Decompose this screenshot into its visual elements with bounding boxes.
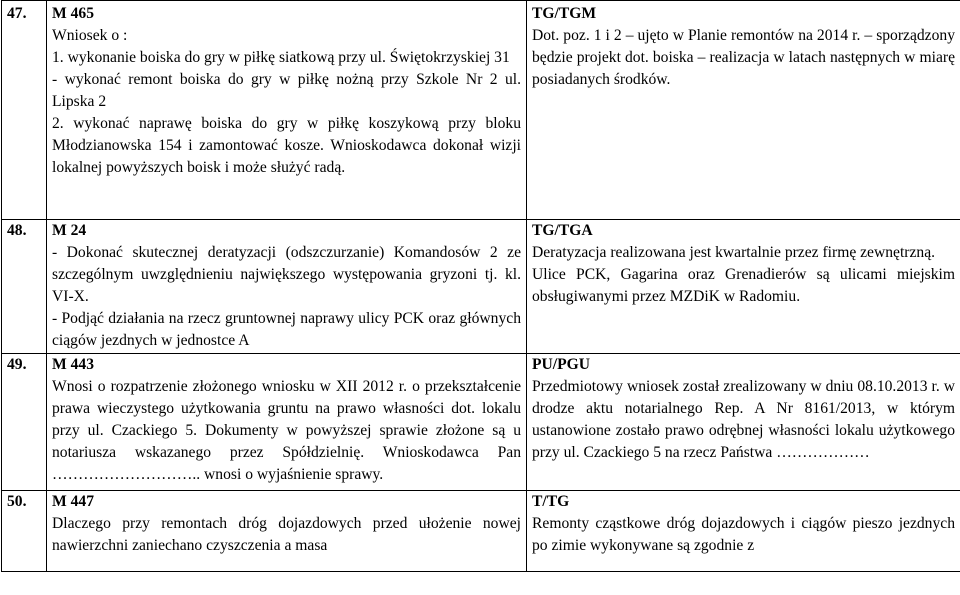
request-text: 1. wykonanie boiska do gry w piłkę siatkową przy ul. Świętokrzyskiej 31 [52,49,510,66]
response-text: Ulice PCK, Gagarina oraz Grenadierów są ulicami miejskim obsługiwanymi przez MZDiK w Radomiu. [532,266,955,305]
request-cell [47,491,527,572]
request-code: M 24 [52,222,87,239]
response-cell [527,1,960,220]
request-text: Wniosek o : [52,27,128,44]
table-row [2,491,960,572]
request-code: M 447 [52,493,95,510]
request-text: - Dokonać skutecznej deratyzacji (odszczurzanie) Komandosów 2 ze szczególnym uwzględnieniu największego występowania gryzoni tj. kl. VI-X. [52,244,521,305]
response-text: Deratyzacja realizowana jest kwartalnie przez firmę zewnętrzną. [532,244,936,261]
request-cell [47,1,527,220]
row-number: 49. [2,354,47,491]
document-table [1,0,960,572]
request-text: Wnosi o rozpatrzenie złożonego wniosku w XII 2012 r. o przekształcenie prawa wieczystego użytkowania gruntu na prawo własności dot. lokalu przy ul. Czackiego 5. Dokumenty w powyższej sprawie złożone są u notariusza wskazanego przez Spółdzielnię. Wnioskodawca Pan ……………………….. wnosi o wyjaśnienie sprawy. [52,378,521,483]
response-code: PU/PGU [532,356,591,373]
table-row [2,220,960,354]
response-text: Przedmiotowy wniosek został zrealizowany w dniu 08.10.2013 r. w drodze aktu notarialnego Rep. A Nr 8161/2013, w którym ustanowione zostało prawo odrębnej własności lokalu użytkowego przy ul. Czackiego 5 na rzecz Państwa ……………… [532,378,955,461]
table-row [2,1,960,220]
request-cell [47,220,527,354]
response-cell [527,354,960,491]
response-code: TG/TGM [532,5,597,22]
table-row [2,354,960,491]
response-text: Remonty cząstkowe dróg dojazdowych i ciągów pieszo jezdnych po zimie wykonywane są zgodnie z [532,515,955,554]
request-cell [47,354,527,491]
response-code: TG/TGA [532,222,593,239]
response-text: Dot. poz. 1 i 2 – ujęto w Planie remontów na 2014 r. – sporządzony będzie projekt dot. boiska – realizacja w latach następnych w miarę posiadanych środków. [532,27,955,88]
request-text: - wykonać remont boiska do gry w piłkę nożną przy Szkole Nr 2 ul. Lipska 2 [52,71,521,110]
request-text: - Podjąć działania na rzecz gruntownej naprawy ulicy PCK oraz głównych ciągów jezdnych w jednostce A [52,310,521,349]
row-number: 48. [2,220,47,354]
row-number: 50. [2,491,47,572]
request-code: M 443 [52,356,95,373]
response-cell [527,220,960,354]
row-number: 47. [2,1,47,220]
request-text: Dlaczego przy remontach dróg dojazdowych przed ułożenie nowej nawierzchni zaniechano czyszczenia a masa [52,515,521,554]
response-cell [527,491,960,572]
response-code: T/TG [532,493,570,510]
request-code: M 465 [52,5,95,22]
request-text: 2. wykonać naprawę boiska do gry w piłkę koszykową przy bloku Młodzianowska 154 i zamontować kosze. Wnioskodawca dokonał wizji lokalnej powyższych boisk i może służyć radą. [52,115,521,176]
